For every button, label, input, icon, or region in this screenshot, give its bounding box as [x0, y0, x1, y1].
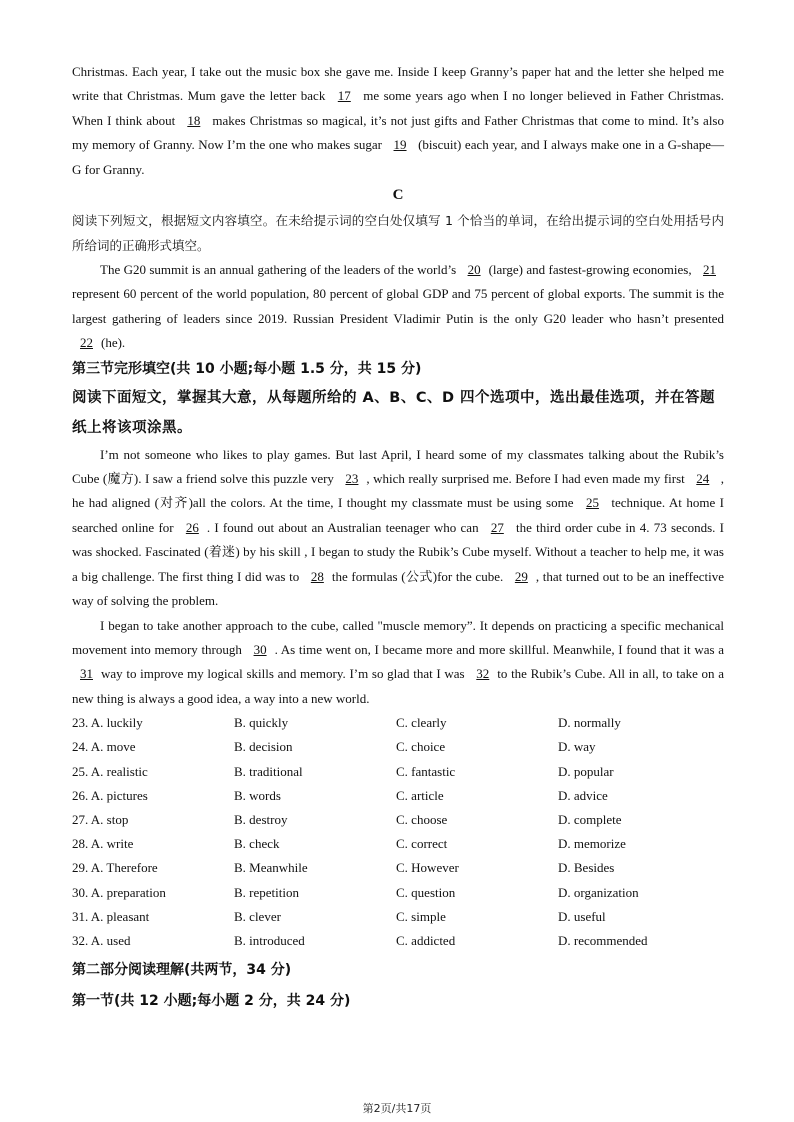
option-b[interactable]: B. traditional	[234, 763, 303, 779]
option-c[interactable]: C. choice	[396, 739, 446, 755]
option-c[interactable]: C. clearly	[396, 715, 447, 731]
option-row-26	[72, 784, 724, 808]
blank-17[interactable]: 17	[337, 88, 351, 104]
text-run: , he had aligned (对齐)all the colors. At the time, I thought my classmate must be using some	[72, 471, 725, 511]
option-row-28	[72, 832, 724, 856]
text-run: to the Rubik’s Cube. All in all, to take on a new thing is always a good idea, a way into a new world.	[72, 666, 724, 706]
text-run: The G20 summit is an annual gathering of the leaders of the world’s	[100, 262, 460, 278]
text-run: technique. At home I searched online for	[72, 495, 725, 535]
text-run: makes Christmas so magical, it’s not just gifts and Father Christmas that come to mind. It’s also my memory of Granny. Now I’m the one who makes sugar	[72, 112, 724, 153]
option-c[interactable]: C. However	[396, 860, 459, 876]
option-d[interactable]: D. Besides	[558, 860, 615, 876]
option-row-23	[72, 711, 724, 735]
section-c-instruction: 阅读下列短文，根据短文内容填空。在未给提示词的空白处仅填写 1 个恰当的单词，在给出提示词的空白处用括号内所给词的正确形式填空。	[72, 213, 724, 254]
option-b[interactable]: B. Meanwhile	[234, 860, 308, 876]
blank-23[interactable]: 23	[345, 471, 359, 487]
option-b[interactable]: B. decision	[234, 739, 293, 755]
option-a[interactable]: 28. A. write	[72, 836, 134, 852]
option-row-29	[72, 856, 724, 880]
option-b[interactable]: B. quickly	[234, 715, 289, 731]
option-b[interactable]: B. words	[234, 787, 281, 803]
option-d[interactable]: D. normally	[558, 715, 621, 731]
option-row-27	[72, 808, 724, 832]
text-run: (large) and fastest-growing economies,	[488, 262, 695, 278]
blank-24[interactable]: 24	[696, 471, 710, 487]
page-content	[72, 60, 724, 1015]
option-d[interactable]: D. way	[558, 739, 596, 755]
option-a[interactable]: 29. A. Therefore	[72, 860, 158, 876]
option-d[interactable]: D. advice	[558, 787, 608, 803]
section-b-paragraph-end	[72, 60, 724, 182]
text-run: . I found out about an Australian teenager who can	[206, 519, 483, 535]
option-a[interactable]: 25. A. realistic	[72, 763, 148, 779]
section-c-passage	[72, 258, 724, 356]
option-b[interactable]: B. introduced	[234, 932, 305, 948]
blank-21[interactable]: 21	[703, 262, 716, 278]
section-3-instruction: 阅读下面短文，掌握其大意，从每题所给的 A、B、C、D 四个选项中，选出最佳选项，并在答题纸上将该项涂黑。	[72, 389, 716, 436]
text-run: I began to take another approach to the cube, called "muscle memory”. It depends on practicing a specific mechanical movement into memory through	[72, 617, 724, 657]
option-row-31	[72, 905, 724, 929]
option-c[interactable]: C. correct	[396, 836, 448, 852]
option-row-24	[72, 735, 724, 759]
blank-32[interactable]: 32	[476, 666, 490, 682]
text-run: (he).	[101, 335, 126, 351]
blank-29[interactable]: 29	[514, 568, 528, 584]
text-run: the third order cube in 4. 73 seconds. I was shocked. Fascinated (着迷) by his skill , I began to study the Rubik’s Cube myself. Without a teacher to help me, it was a big challenge. The first thing I did was to	[72, 519, 724, 584]
option-a[interactable]: 24. A. move	[72, 739, 136, 755]
option-a[interactable]: 27. A. stop	[72, 811, 129, 827]
option-b[interactable]: B. check	[234, 836, 280, 852]
text-run: , that turned out to be an ineffective way of solving the problem.	[72, 568, 724, 609]
option-a[interactable]: 26. A. pictures	[72, 787, 148, 803]
text-run: me some years ago when I no longer believed in Father Christmas. When I think about	[72, 88, 724, 128]
option-d[interactable]: D. organization	[558, 884, 639, 900]
option-a[interactable]: 30. A. preparation	[72, 884, 166, 900]
blank-27[interactable]: 27	[490, 519, 504, 535]
blank-26[interactable]: 26	[185, 519, 199, 535]
option-c[interactable]: C. question	[396, 884, 456, 900]
text-run: Christmas. Each year, I take out the music box she gave me. Inside I keep Granny’s paper hat and the letter she helped me write that Christmas. Mum gave the letter back	[72, 64, 724, 104]
text-run: I’m not someone who likes to play games. But last April, I heard some of my classmates talking about the Rubik’s Cube (魔方). I saw a friend solve this puzzle very	[72, 446, 724, 487]
text-run: the formulas (公式)for the cube.	[331, 568, 507, 584]
blank-30[interactable]: 30	[253, 641, 267, 657]
option-a[interactable]: 31. A. pleasant	[72, 908, 150, 924]
option-c[interactable]: C. fantastic	[396, 763, 456, 779]
part-2-heading: 第二部分阅读理解(共两节，34 分)	[72, 962, 292, 979]
section-3-heading: 第三节完形填空(共 10 小题;每小题 1.5 分，共 15 分)	[72, 360, 422, 377]
option-c[interactable]: C. addicted	[396, 932, 456, 948]
option-b[interactable]: B. destroy	[234, 811, 288, 827]
option-d[interactable]: D. recommended	[558, 932, 648, 948]
blank-20[interactable]: 20	[467, 262, 481, 278]
option-d[interactable]: D. popular	[558, 763, 614, 779]
option-a[interactable]: 32. A. used	[72, 932, 131, 948]
option-row-30	[72, 881, 724, 905]
blank-22[interactable]: 22	[80, 335, 93, 351]
blank-19[interactable]: 19	[393, 137, 407, 153]
option-d[interactable]: D. useful	[558, 908, 606, 924]
option-c[interactable]: C. simple	[396, 908, 446, 924]
option-b[interactable]: B. repetition	[234, 884, 299, 900]
text-run: . As time went on, I became more and more skillful. Meanwhile, I found that it was a	[274, 641, 724, 657]
option-d[interactable]: D. memorize	[558, 836, 626, 852]
text-run: represent 60 percent of the world population, 80 percent of global GDP and 75 percent of global exports. The summit is the largest gathering of leaders since 2019. Russian President Vladimir Putin is the only G20 leader who hasn’t presented	[72, 286, 724, 326]
blank-18[interactable]: 18	[187, 112, 201, 128]
option-row-25	[72, 760, 724, 784]
option-a[interactable]: 23. A. luckily	[72, 715, 143, 731]
blank-31[interactable]: 31	[80, 666, 93, 682]
text-run: way to improve my logical skills and memory. I’m so glad that I was	[101, 666, 469, 682]
blank-25[interactable]: 25	[585, 495, 599, 511]
option-d[interactable]: D. complete	[558, 811, 622, 827]
text-run: , which really surprised me. Before I had even made my first	[366, 471, 689, 487]
option-row-32	[72, 929, 724, 953]
blank-28[interactable]: 28	[310, 568, 324, 584]
option-c[interactable]: C. choose	[396, 811, 448, 827]
cloze-paragraph-2	[72, 614, 724, 712]
page-number: 第2页/共17页	[362, 1102, 432, 1115]
option-b[interactable]: B. clever	[234, 908, 281, 924]
part-2-sub-heading: 第一节(共 12 小题;每小题 2 分，共 24 分)	[72, 993, 351, 1010]
section-c-heading: C	[392, 187, 404, 204]
options-list	[72, 711, 724, 953]
cloze-paragraph-1	[72, 443, 724, 614]
option-c[interactable]: C. article	[396, 787, 444, 803]
text-run: (biscuit) each year, and I always make one in a G-shape—G for Granny.	[72, 137, 724, 177]
